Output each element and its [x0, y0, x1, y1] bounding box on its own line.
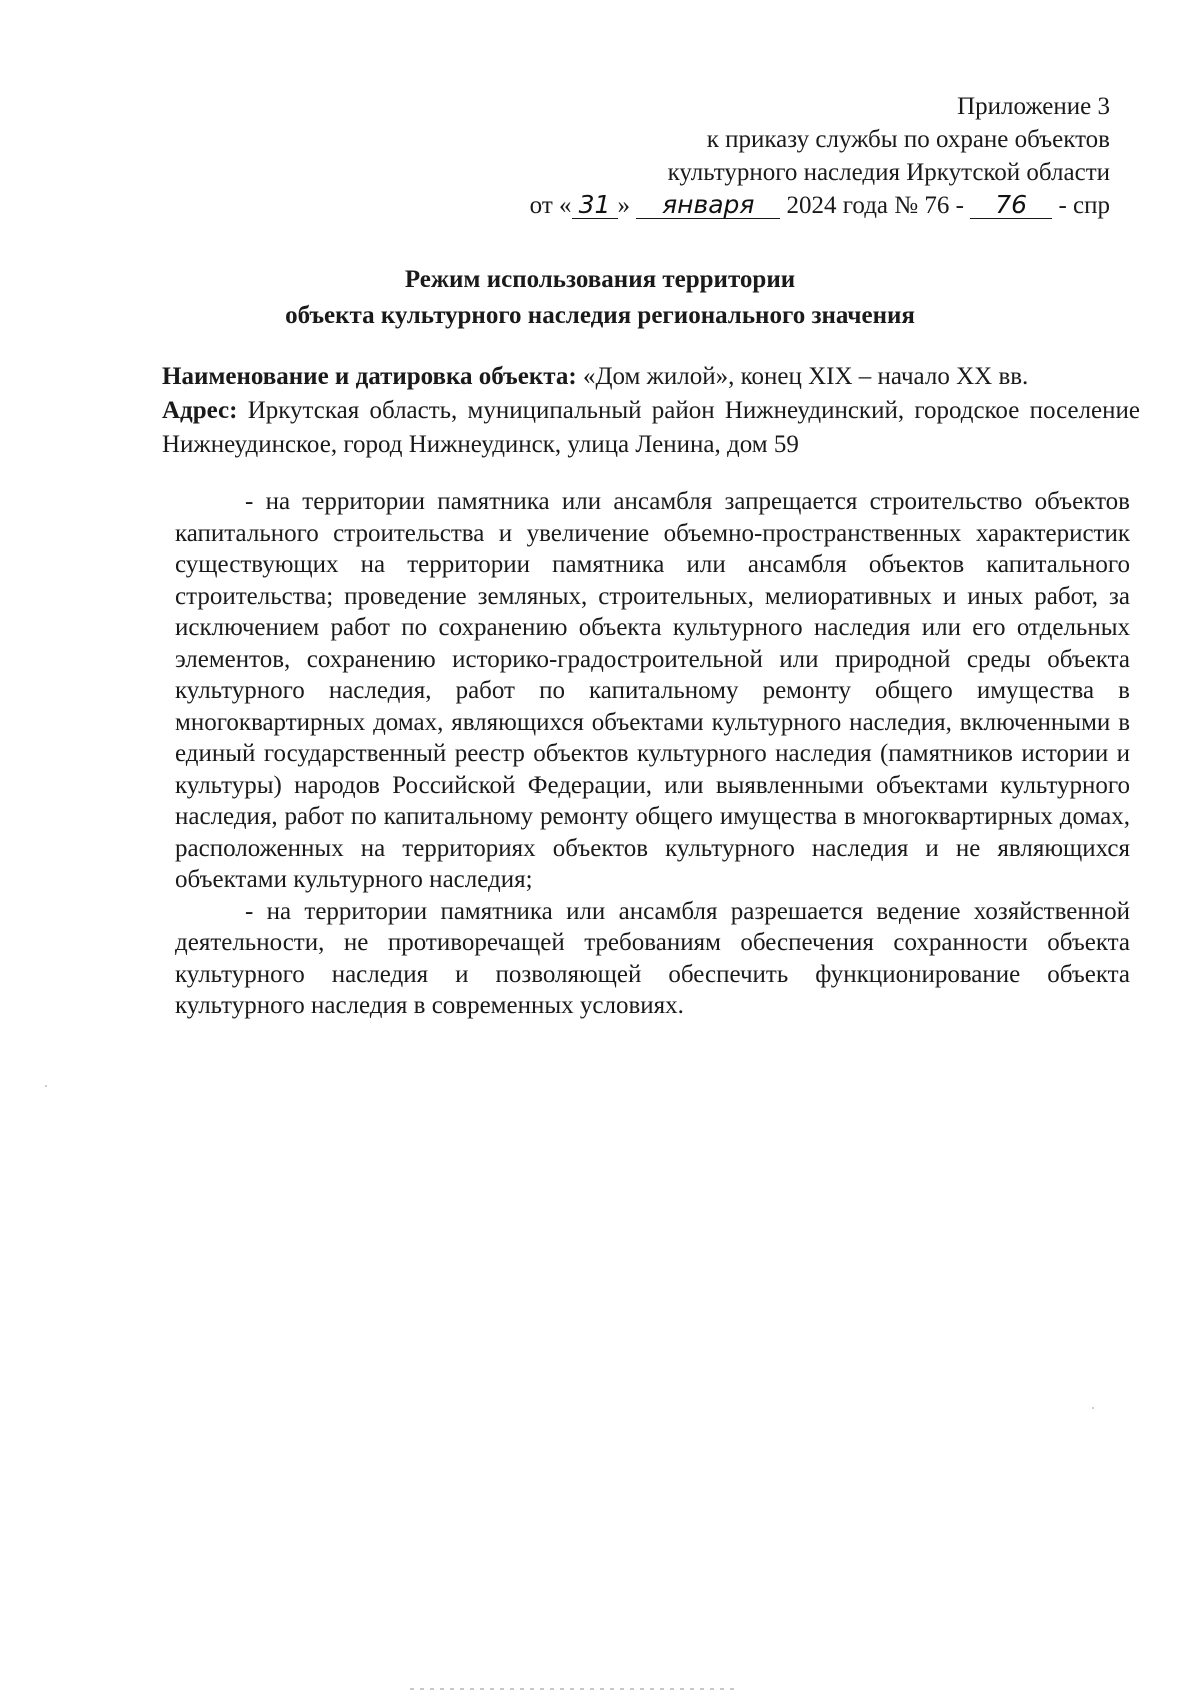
date-prefix: от «: [529, 192, 572, 219]
handwritten-month: января: [636, 192, 780, 219]
object-name-value: «Дом жилой», конец XIX – начало XX вв.: [582, 363, 1029, 390]
object-address-row: [162, 394, 1140, 462]
object-address-value: Иркутская область, муниципальный район Нижнеудинский, городское поселение Нижнеудинское, город Нижнеудинск, улица Ленина, дом 59: [162, 397, 1140, 458]
handwritten-day: 31: [572, 192, 618, 219]
permissions-paragraph: - на территории памятника или ансамбля разрешается ведение хозяйственной деятельности, не противоречащей требованиям обеспечения сохранности объекта культурного наследия и позволяющей обеспечить функционирование объекта культурного наследия в современных условиях.: [175, 897, 1130, 1019]
prohibitions-paragraph: - на территории памятника или ансамбля запрещается строительство объектов капитального строительства и увеличение объемно-пространственных характеристик существующих на территории памятника или ансамбля объектов капитального строительства; проведение земляных, строительных, мелиоративных и иных работ, за исключением работ по сохранению объекта культурного наследия или его отдельных элементов, сохранению историко-градостроительной или природной среды объекта культурного наследия, работ по капитальному ремонту общего имущества в многоквартирных домах, являющихся объектами культурного наследия, включенными в единый государственный реестр объектов культурного наследия (памятников истории и культуры) народов Российской Федерации, или выявленными объектами культурного наследия, работ по капитальному ремонту общего имущества в многоквартирных домах, расположенных на территориях объектов культурного наследия и не являющихся объектами культурного наследия;: [175, 488, 1130, 893]
document-title: [150, 262, 1050, 334]
title-line-2: объекта культурного наследия регионального значения: [285, 302, 915, 329]
scan-speck: [45, 1085, 47, 1087]
appendix-order-ref: к приказу службы по охране объектов: [706, 126, 1110, 153]
date-year-text: 2024 года № 76 -: [786, 192, 964, 219]
order-date-line: [510, 189, 1110, 222]
order-suffix: - спр: [1058, 192, 1110, 219]
title-line-1: Режим использования территории: [404, 266, 796, 293]
handwritten-order-number: 76: [970, 192, 1052, 219]
object-name-row: [162, 360, 1140, 394]
scan-speck: [1092, 1407, 1094, 1409]
date-mid: »: [617, 192, 631, 219]
appendix-number: Приложение 3: [957, 93, 1110, 120]
object-name-label: Наименование и датировка объекта:: [162, 363, 577, 390]
appendix-header: [510, 90, 1110, 222]
object-address-label: Адрес:: [162, 397, 238, 424]
scan-artifact: [410, 1688, 740, 1690]
regime-body: [175, 486, 1130, 1022]
appendix-authority: культурного наследия Иркутской области: [667, 159, 1110, 186]
object-info: [162, 360, 1140, 462]
